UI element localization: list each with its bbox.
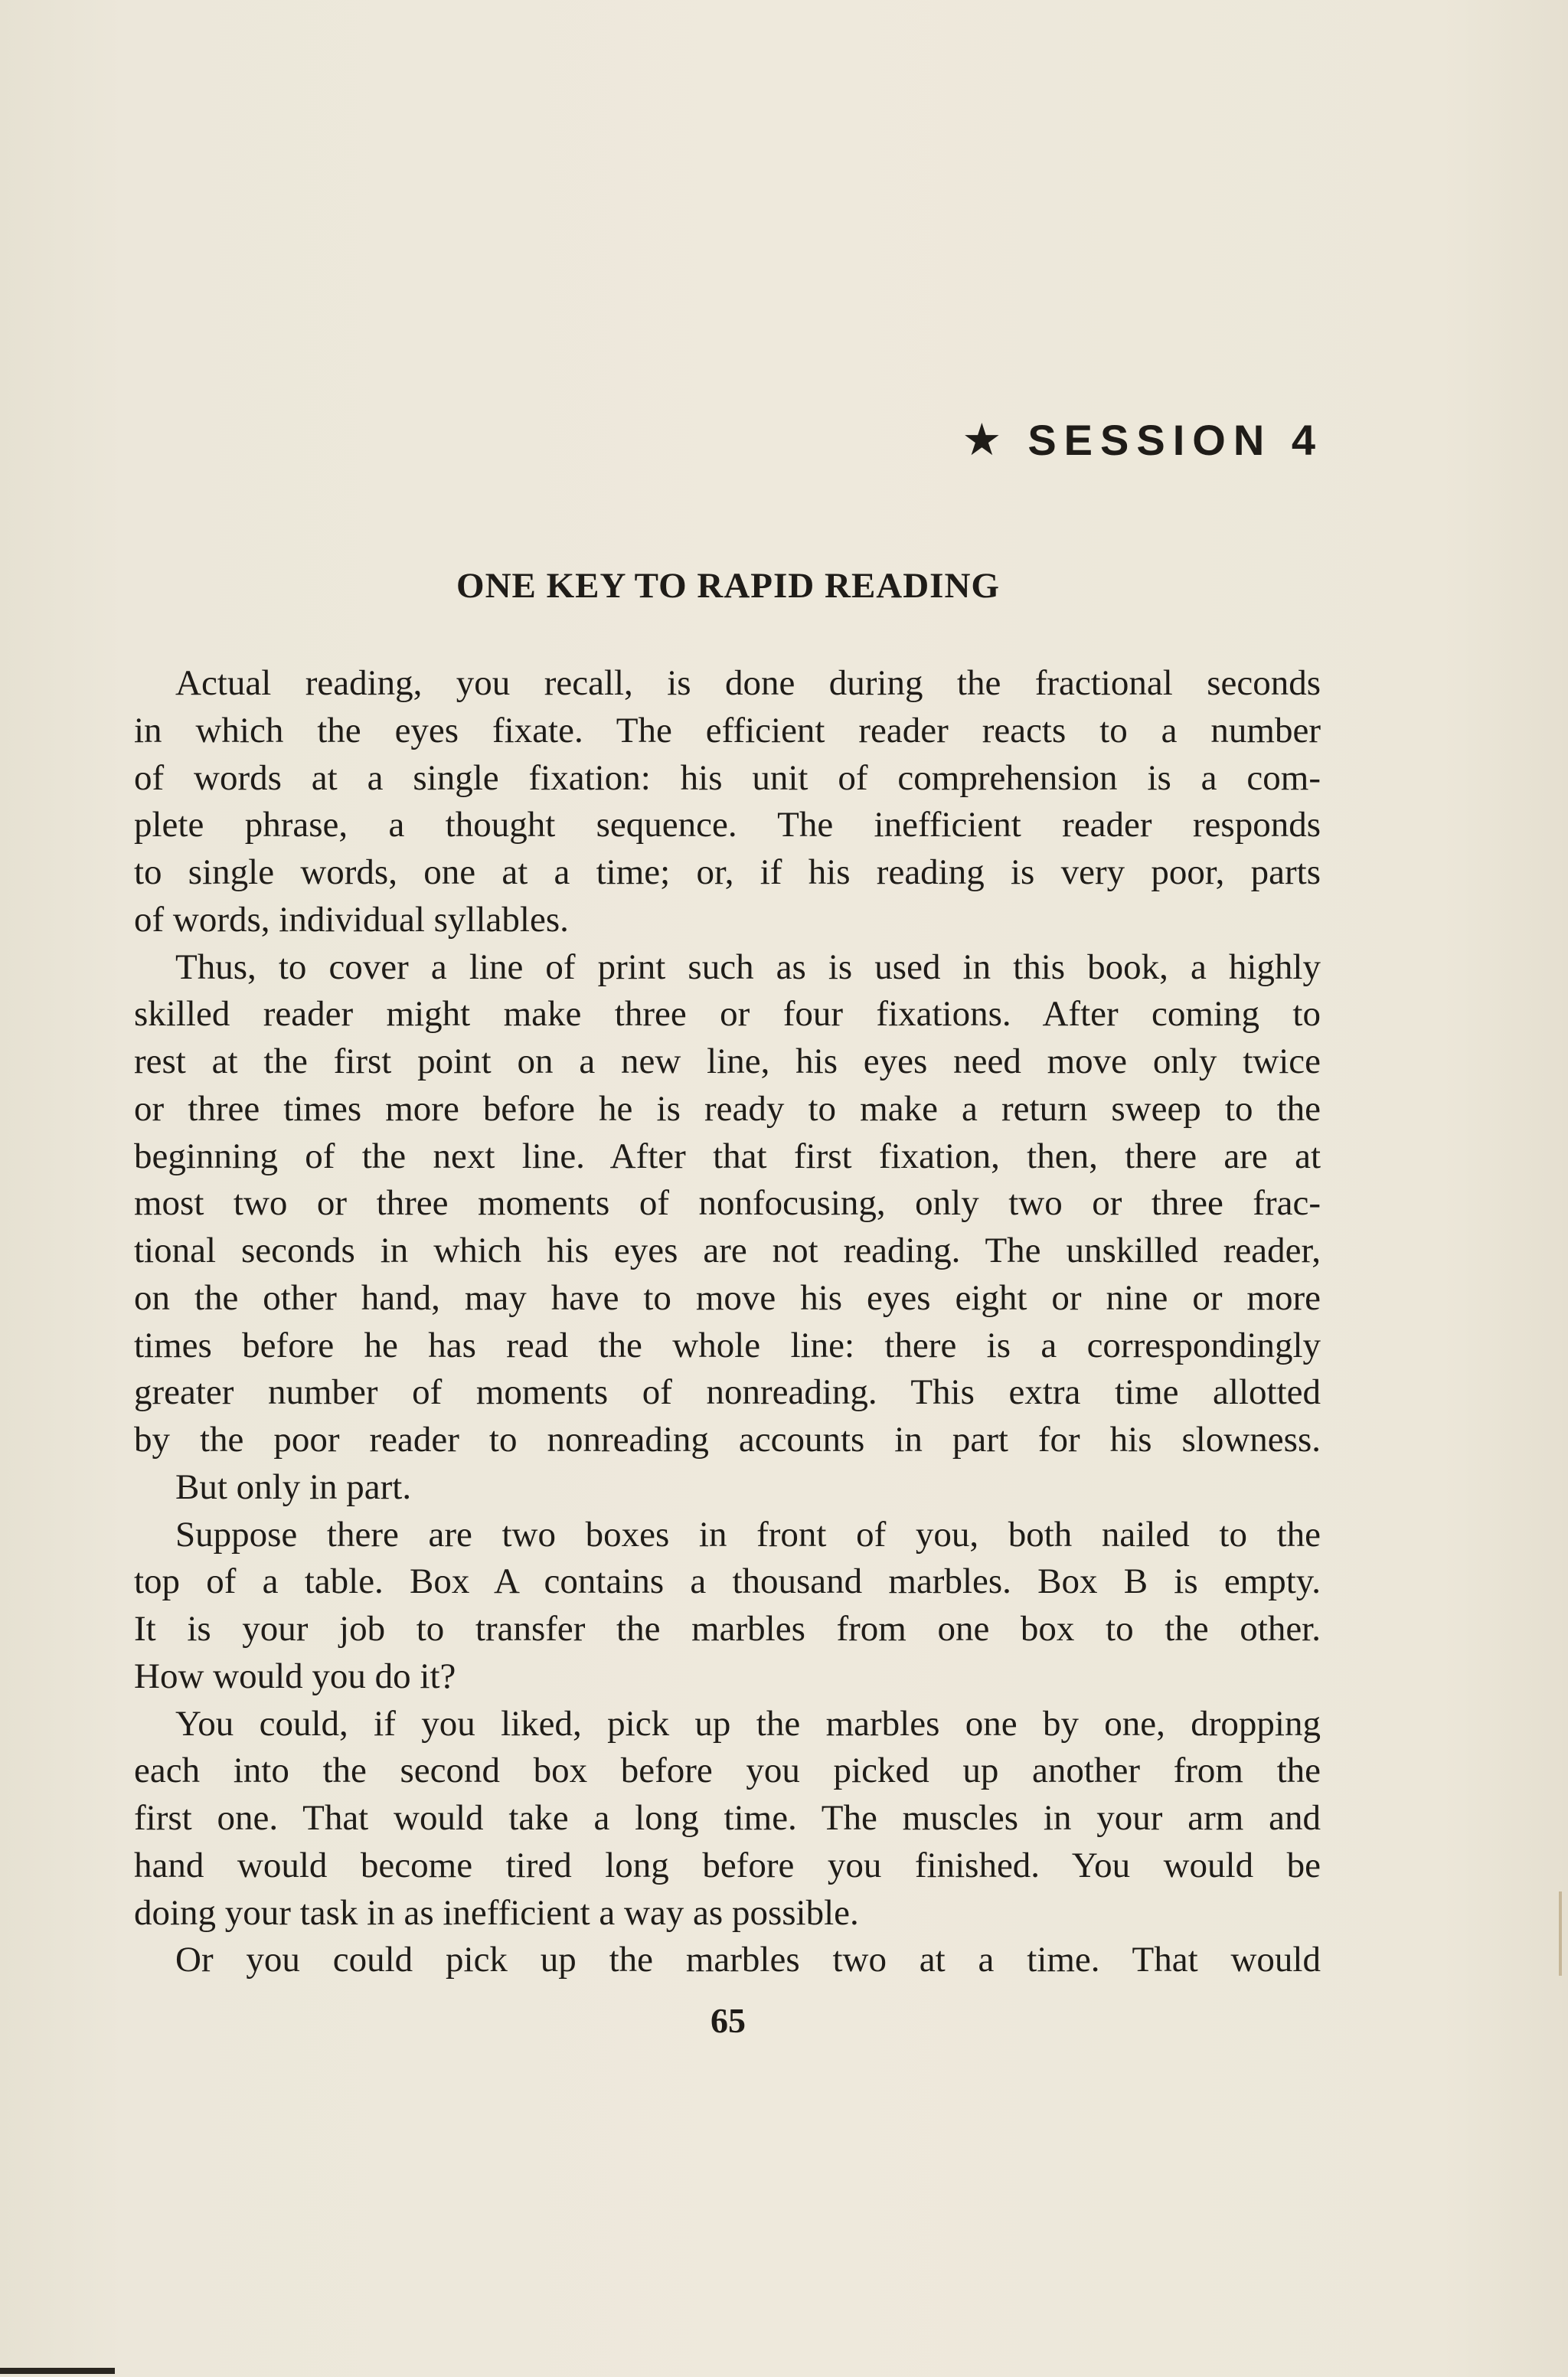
- scan-edge-mark: [0, 2368, 115, 2374]
- text-line: hand would become tired long before you finished. You would be: [134, 1845, 1321, 1885]
- text-line: plete phrase, a thought sequence. The inefficient reader responds: [134, 805, 1321, 845]
- text-line: or three times more before he is ready to make a return sweep to the: [134, 1088, 1321, 1129]
- text-line: each into the second box before you picked up another from the: [134, 1751, 1321, 1791]
- text-line: How would you do it?: [134, 1656, 456, 1696]
- body-text: [134, 660, 1321, 1984]
- text-line: It is your job to transfer the marbles from one box to the other.: [134, 1609, 1321, 1649]
- text-line: Thus, to cover a line of print such as is used in this book, a highly: [175, 947, 1321, 987]
- page-number: 65: [710, 2001, 746, 2040]
- text-line: top of a table. Box A contains a thousand marbles. Box B is empty.: [134, 1561, 1321, 1602]
- text-line: You could, if you liked, pick up the marbles one by one, dropping: [175, 1703, 1321, 1744]
- text-line: doing your task in as inefficient a way as possible.: [134, 1892, 859, 1933]
- text-line: greater number of moments of nonreading. This extra time allotted: [134, 1372, 1321, 1413]
- session-heading: [962, 414, 1323, 466]
- chapter-title: ONE KEY TO RAPID READING: [456, 566, 1000, 606]
- text-line: of words, individual syllables.: [134, 899, 569, 940]
- star-icon: ★: [962, 415, 1010, 465]
- text-line: But only in part.: [175, 1466, 412, 1507]
- text-line: by the poor reader to nonreading accounts in part for his slowness.: [134, 1420, 1321, 1460]
- text-line: beginning of the next line. After that first fixation, then, there are at: [134, 1136, 1321, 1176]
- text-line: skilled reader might make three or four fixations. After coming to: [134, 994, 1321, 1035]
- text-line: Suppose there are two boxes in front of you, both nailed to the: [175, 1514, 1321, 1555]
- text-line: in which the eyes fixate. The efficient reader reacts to a number: [134, 710, 1321, 750]
- page-edge-mark: [1559, 1891, 1562, 1976]
- text-line: on the other hand, may have to move his eyes eight or nine or more: [134, 1277, 1321, 1318]
- text-line: rest at the first point on a new line, his eyes need move only twice: [134, 1041, 1321, 1081]
- text-line: of words at a single fixation: his unit of comprehension is a com-: [134, 757, 1321, 798]
- text-line: first one. That would take a long time. The muscles in your arm and: [134, 1798, 1321, 1838]
- text-line: to single words, one at a time; or, if his reading is very poor, parts: [134, 852, 1321, 892]
- text-line: most two or three moments of nonfocusing, only two or three frac-: [134, 1183, 1321, 1224]
- text-line: tional seconds in which his eyes are not reading. The unskilled reader,: [134, 1231, 1321, 1270]
- text-line: times before he has read the whole line: there is a correspondingly: [134, 1325, 1321, 1365]
- session-label: SESSION 4: [1027, 415, 1323, 464]
- text-line: Actual reading, you recall, is done during the fractional seconds: [175, 663, 1321, 703]
- text-line: Or you could pick up the marbles two at a time. That would: [175, 1940, 1321, 1980]
